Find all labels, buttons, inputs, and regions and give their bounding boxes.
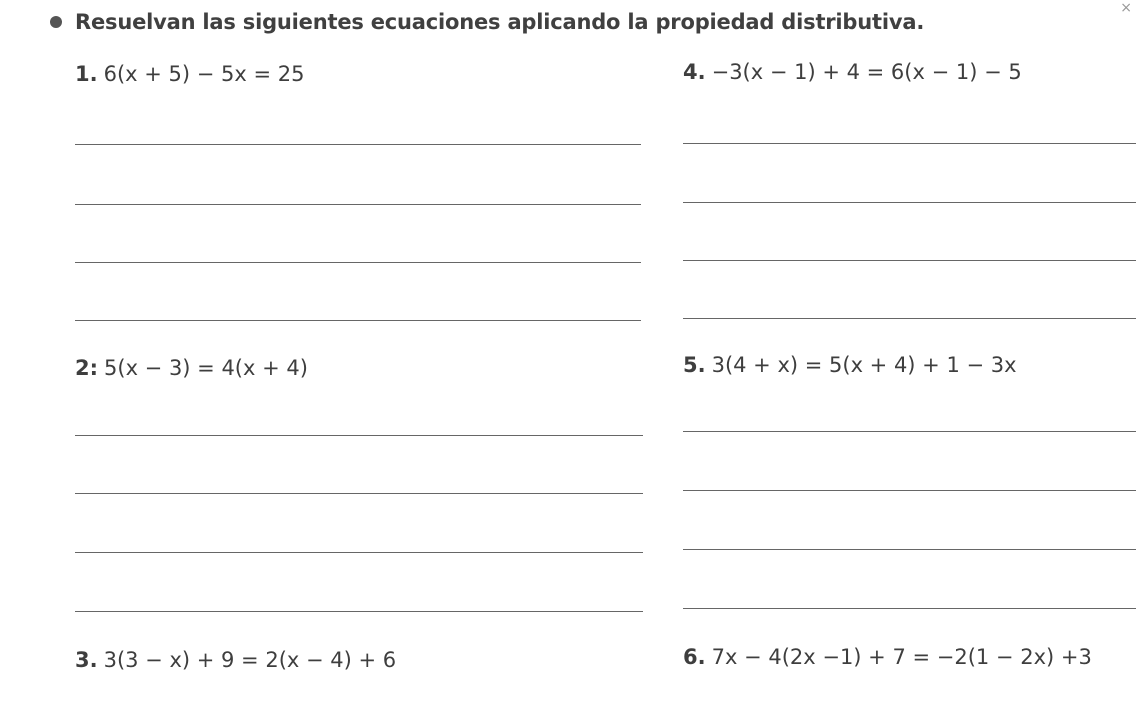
- problem-4: [683, 60, 1022, 84]
- bullet-icon: [50, 16, 62, 28]
- problem-number: 5.: [683, 353, 706, 377]
- problem-3: [75, 648, 396, 672]
- answer-line: [683, 608, 1136, 609]
- answer-line: [75, 493, 643, 494]
- problem-5: [683, 353, 1017, 377]
- problem-number: 2:: [75, 356, 99, 380]
- problem-equation: 6(x + 5) − 5x = 25: [103, 62, 305, 86]
- problem-number: 3.: [75, 648, 98, 672]
- instruction-text: Resuelvan las siguientes ecuaciones aplicando la propiedad distributiva.: [75, 10, 925, 34]
- problem-1: [75, 62, 304, 86]
- answer-line: [683, 318, 1136, 319]
- problem-number: 6.: [683, 645, 706, 669]
- answer-line: [683, 202, 1136, 203]
- problem-equation: 3(3 − x) + 9 = 2(x − 4) + 6: [103, 648, 397, 672]
- answer-line: [75, 435, 643, 436]
- answer-line: [683, 260, 1136, 261]
- problem-2: [75, 356, 308, 380]
- problem-6: [683, 645, 1092, 669]
- answer-line: [75, 144, 641, 145]
- problem-equation: −3(x − 1) + 4 = 6(x − 1) − 5: [711, 60, 1022, 84]
- problem-number: 4.: [683, 60, 706, 84]
- answer-line: [683, 549, 1136, 550]
- problem-number: 1.: [75, 62, 98, 86]
- answer-line: [75, 262, 641, 263]
- answer-line: [75, 611, 643, 612]
- answer-line: [683, 490, 1136, 491]
- answer-line: [75, 552, 643, 553]
- answer-line: [683, 431, 1136, 432]
- problem-equation: 5(x − 3) = 4(x + 4): [104, 356, 308, 380]
- corner-mark-icon: ×: [1120, 0, 1132, 16]
- instruction-header: [50, 6, 924, 38]
- problem-equation: 7x − 4(2x −1) + 7 = −2(1 − 2x) +3: [711, 645, 1092, 669]
- answer-line: [75, 320, 641, 321]
- answer-line: [683, 143, 1136, 144]
- answer-line: [75, 204, 641, 205]
- problem-equation: 3(4 + x) = 5(x + 4) + 1 − 3x: [711, 353, 1017, 377]
